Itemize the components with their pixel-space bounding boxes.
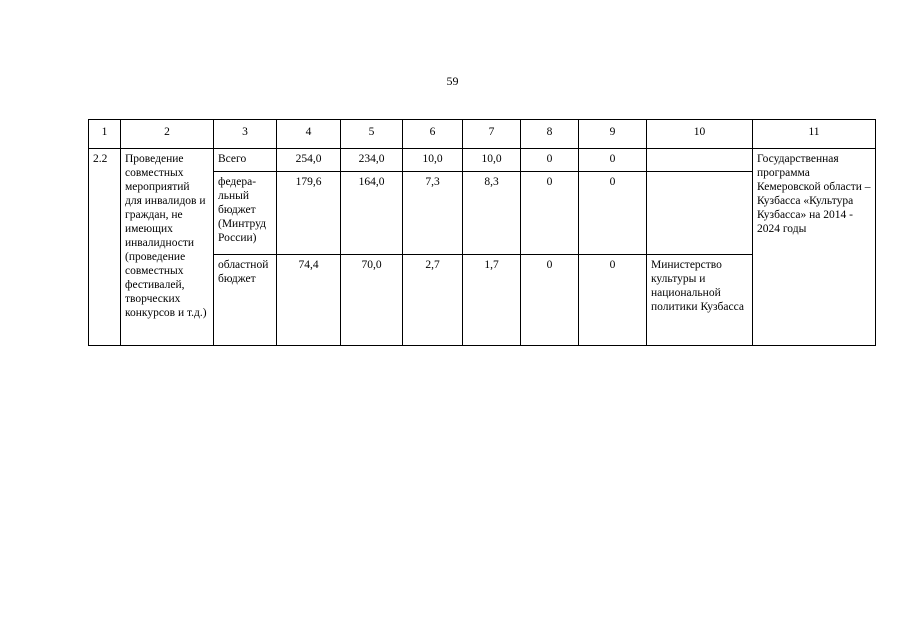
header-cell-7: 7 (463, 120, 521, 149)
program-cell: Государственная программа Кемеровской области – Кузбасса «Культура Кузбасса» на 2014 - 2024 годы (753, 149, 876, 346)
header-cell-1: 1 (89, 120, 121, 149)
value-cell: 254,0 (277, 149, 341, 172)
header-cell-10: 10 (647, 120, 753, 149)
funding-source-cell: федера-льный бюджет (Минтруд России) (214, 172, 277, 255)
executor-cell (647, 149, 753, 172)
value-cell: 10,0 (403, 149, 463, 172)
table-header-row (89, 120, 876, 149)
executor-cell: Министерство культуры и национальной политики Кузбасса (647, 255, 753, 346)
value-cell: 179,6 (277, 172, 341, 255)
value-cell: 0 (579, 149, 647, 172)
value-cell: 0 (579, 255, 647, 346)
header-cell-2: 2 (121, 120, 214, 149)
funding-source-cell: Всего (214, 149, 277, 172)
value-cell: 0 (521, 255, 579, 346)
event-description-cell: Проведение совместных мероприятий для инвалидов и граждан, не имеющих инвалидности (проведение совместных фестивалей, творческих конкурсов и т.д.) (121, 149, 214, 346)
header-cell-11: 11 (753, 120, 876, 149)
funding-source-cell: областной бюджет (214, 255, 277, 346)
header-cell-8: 8 (521, 120, 579, 149)
header-cell-4: 4 (277, 120, 341, 149)
value-cell: 234,0 (341, 149, 403, 172)
value-cell: 164,0 (341, 172, 403, 255)
value-cell: 70,0 (341, 255, 403, 346)
value-cell: 10,0 (463, 149, 521, 172)
value-cell: 74,4 (277, 255, 341, 346)
value-cell: 0 (579, 172, 647, 255)
executor-cell (647, 172, 753, 255)
table-row-total (89, 149, 876, 172)
page-number: 59 (446, 74, 459, 88)
value-cell: 0 (521, 172, 579, 255)
value-cell: 7,3 (403, 172, 463, 255)
value-cell: 8,3 (463, 172, 521, 255)
row-number-cell: 2.2 (89, 149, 121, 346)
value-cell: 2,7 (403, 255, 463, 346)
header-cell-3: 3 (214, 120, 277, 149)
program-table (88, 119, 876, 346)
value-cell: 1,7 (463, 255, 521, 346)
header-cell-6: 6 (403, 120, 463, 149)
value-cell: 0 (521, 149, 579, 172)
header-cell-9: 9 (579, 120, 647, 149)
header-cell-5: 5 (341, 120, 403, 149)
